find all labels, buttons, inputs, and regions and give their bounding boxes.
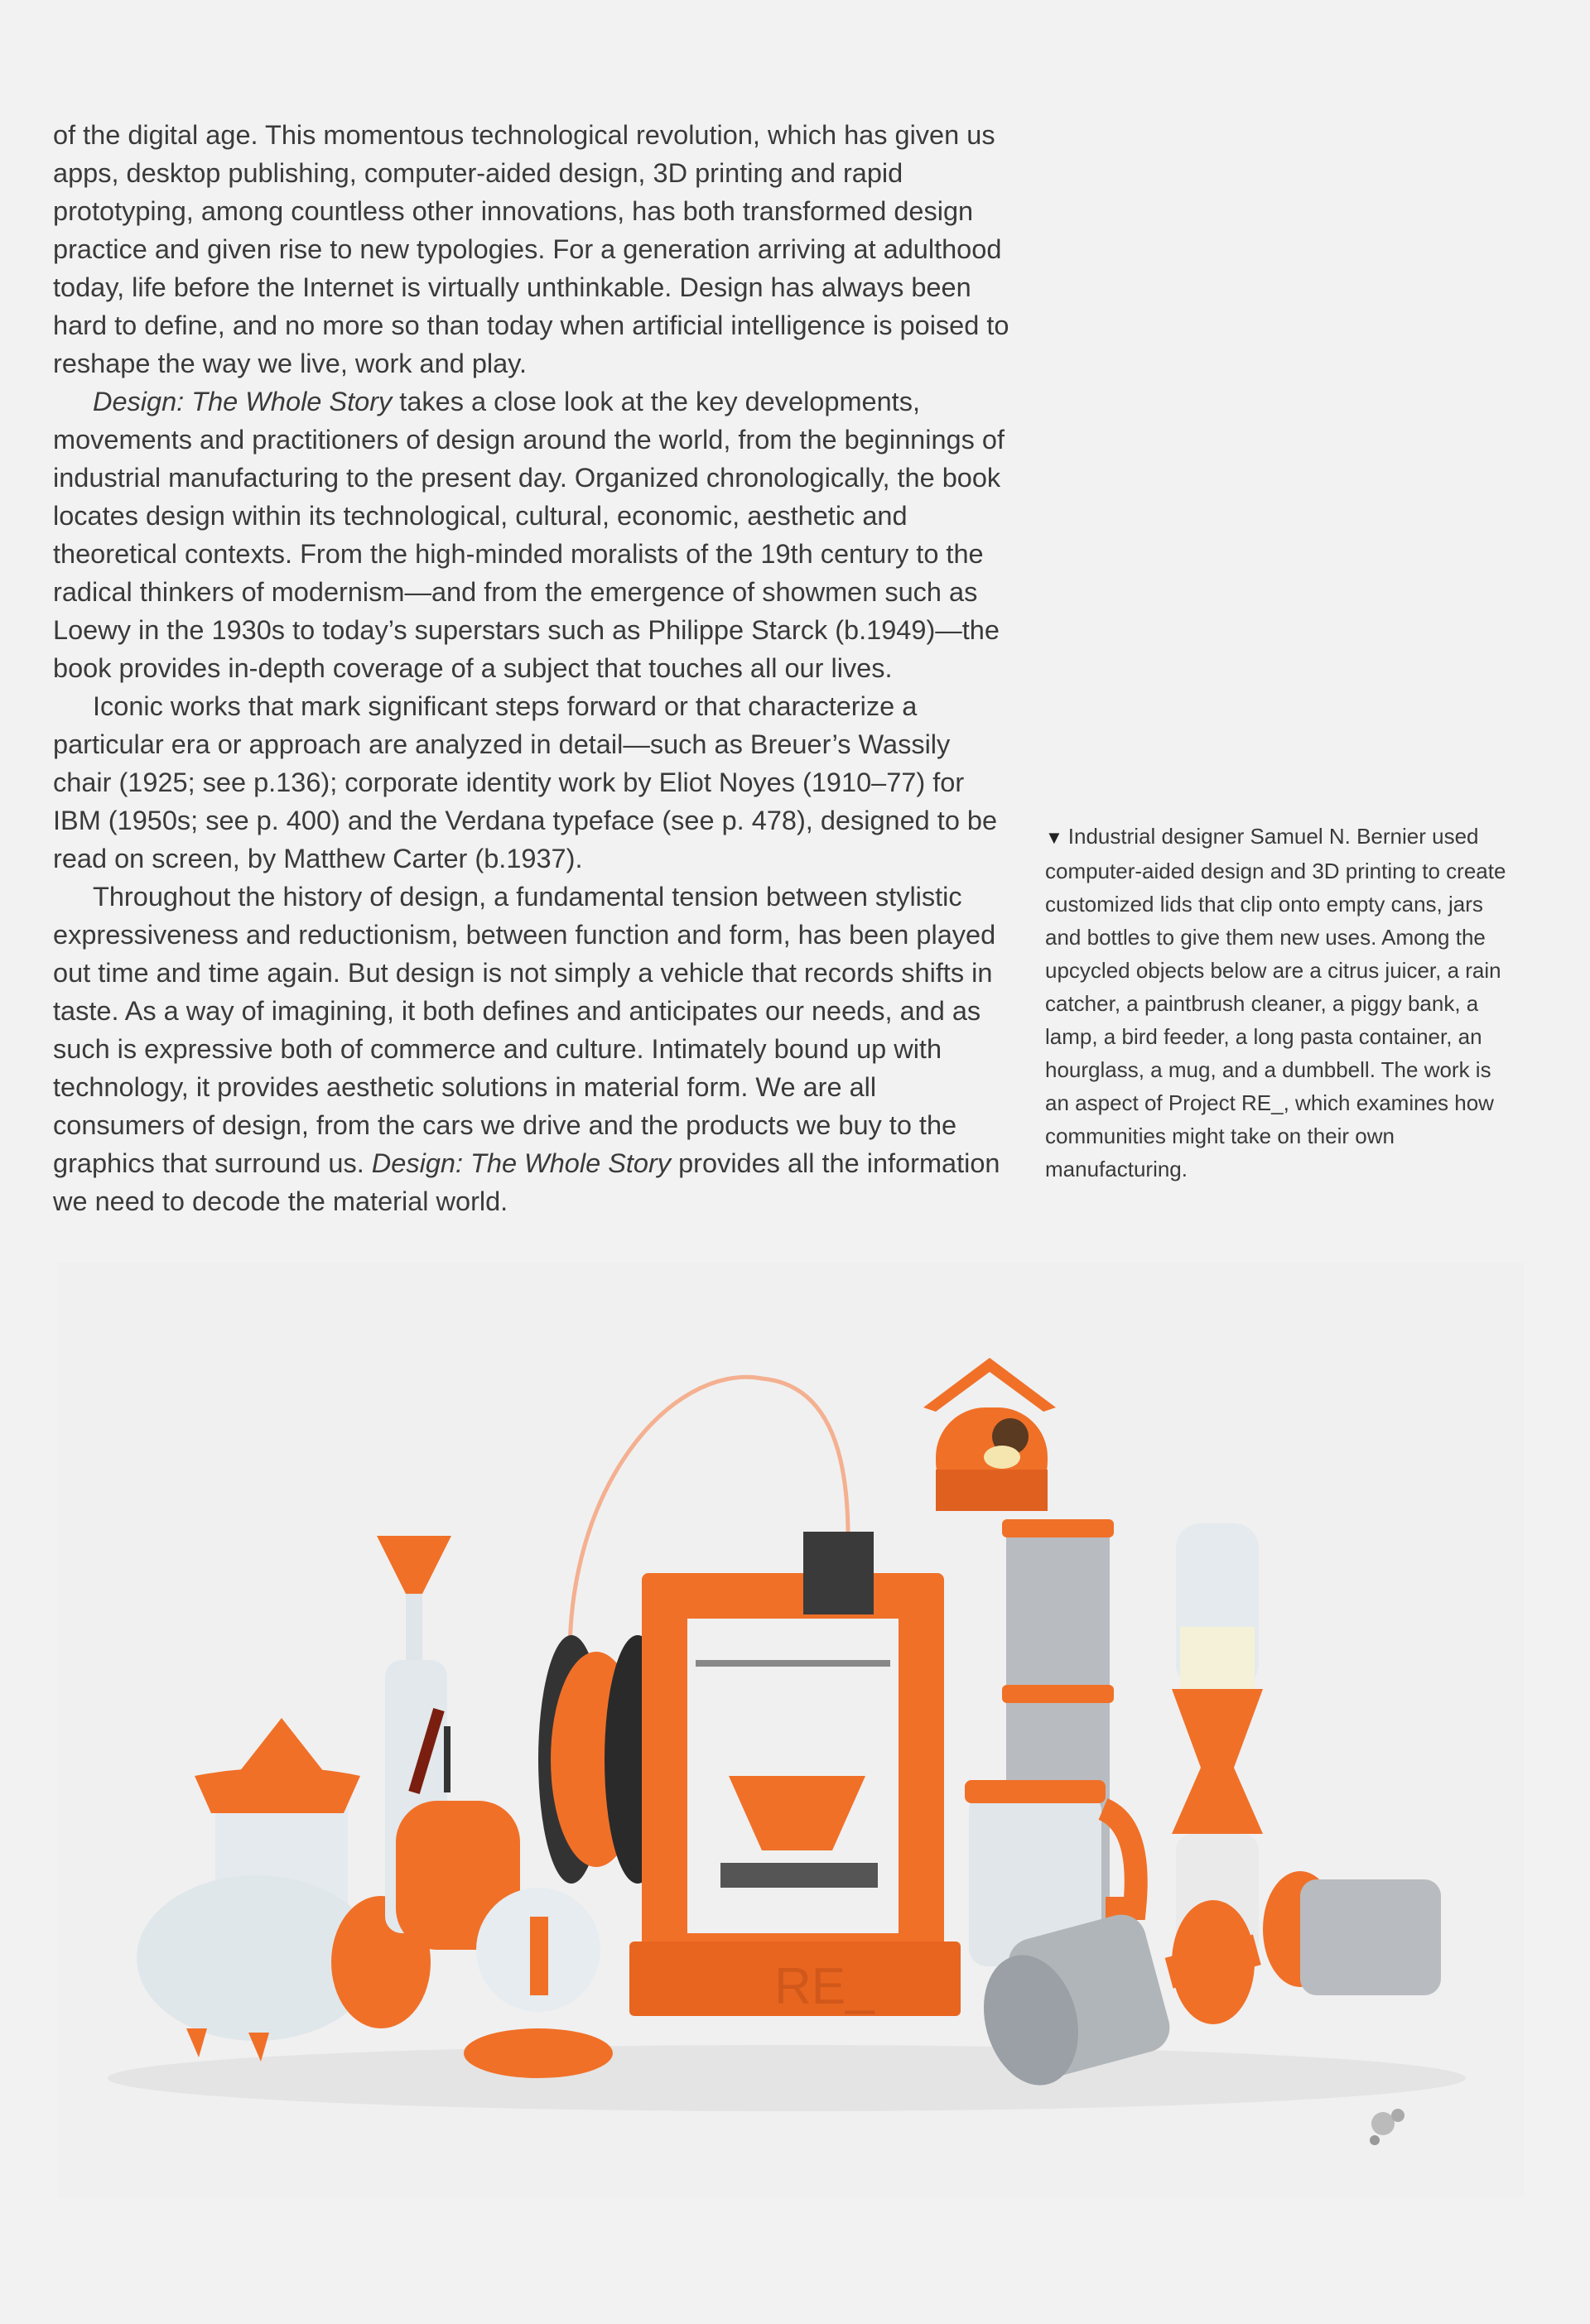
- floor-shadow: [108, 2045, 1466, 2111]
- caption-text: Industrial designer Samuel N. Bernier used computer-aided design and 3D printing to create customized lids that clip onto empty cans, jars and bottles to give them new uses. Among the upcycled objects below are a citrus juicer, a rain catcher, a paintbrush cleaner, a piggy bank, a lamp, a bird feeder, a long pasta container, an hourglass, a mug, and a dumbbell. The work is an aspect of Project RE_, which examines how communities might take on their own manufacturing.: [1045, 824, 1506, 1181]
- printer-label: RE_: [774, 1958, 874, 2015]
- 3d-printer: [629, 1532, 961, 2016]
- main-body-text: [53, 116, 1014, 1220]
- lamp-globe: [464, 1888, 613, 2078]
- paragraph-4-start: Throughout the history of design, a fundamental tension between stylistic expressiveness and reductionism, between function and form, has been played out time and time again. But design is not simply a vehicle that records shifts in taste. As a way of imagining, it both defines and anticipates our needs, and as such is expressive both of commerce and culture. Intimately bound up with technology, it provides aesthetic solutions in material form. We are all consumers of design, from the cars we drive and the products we buy to the graphics that surround us.: [53, 882, 996, 1178]
- book-title-italic: Design: The Whole Story: [93, 387, 393, 416]
- book-title-italic: Design: The Whole Story: [371, 1148, 672, 1178]
- photo-caption: [1045, 820, 1509, 1186]
- paragraph-2-text: takes a close look at the key developments, movements and practitioners of design around the world, from the beginnings of industrial manufacturing to the present day. Organized chronologically, the book locates design within its technological, cultural, economic, aesthetic and theoretical contexts. From the high-minded moralists of the 19th century to the radical thinkers of modernism—and from the emergence of showmen such as Loewy in the 1930s to today’s superstars such as Philippe Starck (b.1949)—the book provides in-depth coverage of a subject that touches all our lives.: [53, 387, 1005, 683]
- paragraph-3: Iconic works that mark significant steps forward or that characterize a particular era or approach are analyzed in detail—such as Breuer’s Wassily chair (1925; see p.136); corporate identity work by Eliot Noyes (1910–77) for IBM (1950s; see p. 400) and the Verdana typeface (see p. 478), designed to be read on screen, by Matthew Carter (b.1937).: [53, 691, 998, 873]
- paragraph-4: [53, 878, 1014, 1220]
- product-photo: [58, 1263, 1524, 2198]
- paragraph-4-end: provides all the information we need to decode the material world.: [53, 1148, 1000, 1216]
- upcycled-objects-illustration: [58, 1263, 1524, 2198]
- down-triangle-icon: ▼: [1045, 827, 1063, 848]
- paragraph-2: [53, 383, 1014, 687]
- paragraph-1: of the digital age. This momentous technological revolution, which has given us apps, desktop publishing, computer-aided design, 3D printing and rapid prototyping, among countless other innovations, has both transformed design practice and given rise to new typologies. For a generation arriving at adulthood today, life before the Internet is virtually unthinkable. Design has always been hard to define, and no more so than today when artificial intelligence is poised to reshape the way we live, work and play.: [53, 120, 1009, 378]
